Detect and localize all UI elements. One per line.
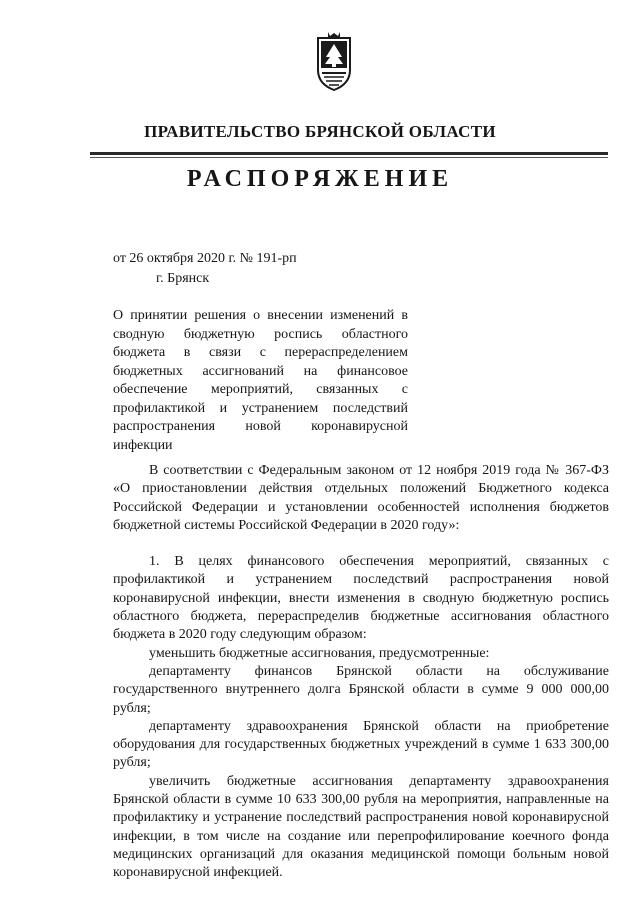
finance-dept-paragraph: департаменту финансов Брянской области на обслуживание государственного внутреннего долга Брянской области в сумме 9 000 000,00 рубля; <box>113 663 609 716</box>
government-title: ПРАВИТЕЛЬСТВО БРЯНСКОЙ ОБЛАСТИ <box>144 122 496 141</box>
header-rule <box>90 152 608 155</box>
increase-paragraph: увеличить бюджетные ассигнования департаменту здравоохранения Брянской области в сумме 10 633 300,00 рубля на мероприятия, направленные на профилактику и устранение последствий распространения новой коронавирусной инфекции, в том числе на создание или перепрофилирование коечного фонда медицинских организаций для оказания медицинской помощи больным новой коронавирусной инфекцией. <box>113 773 609 881</box>
header-rule-thin <box>90 157 608 158</box>
item-1-paragraph: 1. В целях финансового обеспечения мероприятий, связанных с профилактикой и устранением последствий распространения новой коронавирусной инфекции, внести изменения в сводную бюджетную роспись областного бюджета, перераспределив бюджетные ассигнования областного бюджета в 2020 году следующим образом: <box>113 554 609 643</box>
document-date-number: от 26 октября 2020 г. № 191-рп <box>113 251 297 266</box>
bryansk-coat-of-arms-icon <box>312 30 356 94</box>
document-type: РАСПОРЯЖЕНИЕ <box>186 166 454 192</box>
document-city: г. Брянск <box>156 271 210 286</box>
reduce-paragraph: уменьшить бюджетные ассигнования, предусмотренные: <box>149 645 490 661</box>
document-body <box>113 462 609 883</box>
preamble-paragraph: В соответствии с Федеральным законом от 12 ноября 2019 года № 367-ФЗ «О приостановлении действия отдельных положений Бюджетного кодекса Российской Федерации и установлении особенностей исполнения бюджетов бюджетной системы Российской Федерации в 2020 году»: <box>113 463 609 533</box>
health-dept-paragraph: департаменту здравоохранения Брянской области на приобретение оборудования для государственных бюджетных учреждений в сумме 1 633 300,00 рубля; <box>113 718 609 771</box>
document-subject: О принятии решения о внесении изменений в сводную бюджетную роспись областного бюджета в связи с перераспределением бюджетных ассигнований на финансовое обеспечение мероприятий, связанных с профилактикой и устранением последствий распространения новой коронавирусной инфекции <box>113 308 408 453</box>
